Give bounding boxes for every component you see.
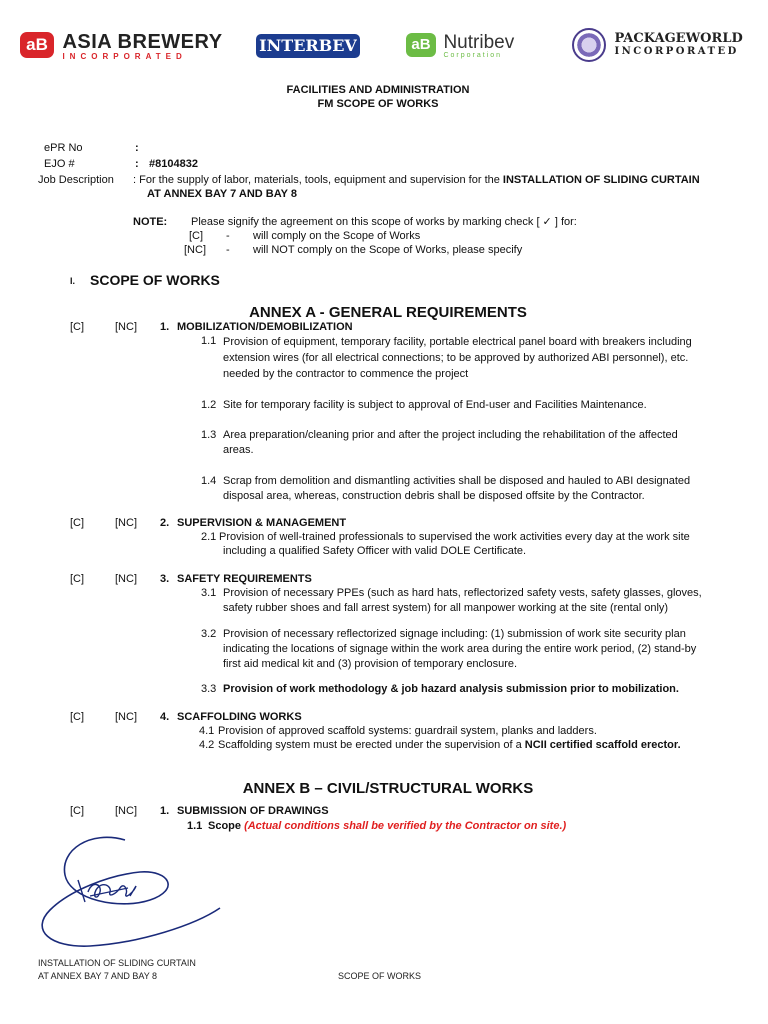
item-1-1-line: extension wires (for all electrical connections; to be approved by authorized ABI personnel), etc. [223,352,689,364]
nutribev-mark: aB [406,33,436,57]
annex-b-sub-text [208,819,566,834]
item-4-nc-mark: [NC] [115,711,137,723]
annex-b-sub-number: 1.1 [187,820,203,832]
annex-a-title: ANNEX A - GENERAL REQUIREMENTS [249,304,527,321]
item-1-2-number: 1.2 [201,399,217,411]
item-3-1-number: 3.1 [201,587,217,599]
item-3-nc-mark: [NC] [115,573,137,585]
item-1-1-line: needed by the contractor to commence the project [223,368,469,380]
item-1-3-text [223,428,678,458]
doc-title-line2: FM SCOPE OF WORKS [317,98,439,110]
job-description-bold1: INSTALLATION OF SLIDING CURTAIN [502,174,700,186]
note-nc-code: [NC] [184,244,206,256]
nutribev-logo [406,33,514,60]
item-3-2-line: first aid medical kit and (3) provision of temporary enclosure. [223,658,518,670]
job-description-label: Job Description [38,174,114,186]
item-1-1-text [223,334,692,382]
item-4-number: 4. [160,711,170,723]
item-4-2-text [218,738,681,753]
item-1-title: MOBILIZATION/DEMOBILIZATION [177,321,353,333]
asia-brewery-mark: aB [20,32,54,58]
item-3-1-line: safety rubber shoes and fall arrest system) for all manpower working at the site (rental only) [223,602,669,614]
asia-brewery-logo [20,32,223,64]
item-1-4-text [223,474,690,504]
item-4-1-number: 4.1 [199,725,215,737]
item-2-1-line1: Provision of well-trained professionals to supervised the work activities every day at the work site [219,531,690,543]
item-4-title: SCAFFOLDING WORKS [177,711,302,723]
item-3-3-text: Provision of work methodology & job hazard analysis submission prior to mobilization. [223,683,679,695]
item-3-number: 3. [160,573,170,585]
interbev-logo: INTERBEV [256,34,360,58]
item-4-c-mark: [C] [70,711,85,723]
item-2-1-number: 2.1 [201,531,217,543]
job-description-line2: AT ANNEX BAY 7 AND BAY 8 [147,188,297,200]
item-1-1-number: 1.1 [201,335,217,347]
nutribev-name: Nutribev [443,32,515,53]
item-1-3-number: 1.3 [201,429,217,441]
annex-b-item-title: SUBMISSION OF DRAWINGS [177,805,329,817]
note-label: NOTE: [133,216,168,228]
epr-label: ePR No [44,142,83,154]
ejo-colon: : [135,158,139,170]
item-1-c-mark: [C] [70,321,85,333]
item-3-2-line: indicating the locations of signage within the work area during the entire work period, (2) stand-by [223,643,697,655]
item-1-4-line: disposal area, whereas, construction debris shall be disposed offsite by the Contractor. [223,490,645,502]
item-4-2-bold: NCII certified scaffold erector. [524,739,681,751]
item-1-2-text: Site for temporary facility is subject to approval of End-user and Facilities Maintenance. [223,399,647,411]
item-2-1-line2: including a qualified Safety Officer with valid DOLE Certificate. [223,545,527,557]
item-2-c-mark: [C] [70,517,85,529]
item-3-1-line: Provision of necessary PPEs (such as hard hats, reflectorized safety vests, safety glasses, gloves, [223,587,702,599]
ejo-value: #8104832 [149,158,198,170]
item-1-4-line: Scrap from demolition and dismantling activities shall be disposed and hauled to ABI designated [223,475,691,487]
item-4-2-number: 4.2 [199,739,215,751]
item-1-4-number: 1.4 [201,475,217,487]
item-3-2-text [223,627,696,672]
item-3-c-mark: [C] [70,573,85,585]
item-1-3-line: Area preparation/cleaning prior and after the project including the rehabilitation of the affected [223,429,678,441]
footer-project-line2: AT ANNEX BAY 7 AND BAY 8 [38,971,158,981]
doc-title-line1: FACILITIES AND ADMINISTRATION [286,84,470,96]
note-nc-text: will NOT comply on the Scope of Works, please specify [253,244,523,256]
signature-icon [30,830,230,955]
annex-b-sub-note: (Actual conditions shall be verified by the Contractor on site.) [244,820,567,832]
packageworld-logo [572,28,743,62]
footer-doc-name: SCOPE OF WORKS [338,971,422,981]
job-description-line1 [133,173,700,188]
epr-colon: : [135,142,139,154]
annex-b-item-number: 1. [160,805,170,817]
item-4-2-plain: Scaffolding system must be erected under the supervision of a [218,739,525,751]
annex-b-title: ANNEX B – CIVIL/STRUCTURAL WORKS [242,780,534,797]
asia-brewery-name: ASIA BREWERY [62,31,223,53]
packageworld-seal-icon [572,28,606,62]
nutribev-sub: Corporation [443,52,503,59]
note-c-text: will comply on the Scope of Works [253,230,421,242]
note-nc-dash: - [226,244,230,256]
item-3-title: SAFETY REQUIREMENTS [177,573,312,585]
item-2-title: SUPERVISION & MANAGEMENT [177,517,347,529]
item-3-3-number: 3.3 [201,683,217,695]
item-1-number: 1. [160,321,170,333]
annex-b-nc-mark: [NC] [115,805,137,817]
footer-project-line1: INSTALLATION OF SLIDING CURTAIN [38,958,196,968]
item-3-2-line: Provision of necessary reflectorized signage including: (1) submission of work site security plan [223,628,686,640]
item-4-1-text: Provision of approved scaffold systems: guardrail system, planks and ladders. [218,725,597,737]
packageworld-name: PACKAGEWORLD [614,31,743,46]
section-number: I. [70,276,76,286]
packageworld-sub: INCORPORATED [614,46,739,57]
item-1-1-line: Provision of equipment, temporary facility, portable electrical panel board with breakers including [223,336,692,348]
item-1-3-line: areas. [223,444,254,456]
note-c-dash: - [226,230,230,242]
item-3-2-number: 3.2 [201,628,217,640]
job-description-prefix: : For the supply of labor, materials, tools, equipment and supervision for the [133,174,503,186]
section-title: SCOPE OF WORKS [90,272,220,288]
note-text: Please signify the agreement on this scope of works by marking check [ ✓ ] for: [191,216,577,228]
annex-b-c-mark: [C] [70,805,85,817]
item-1-nc-mark: [NC] [115,321,137,333]
annex-b-sub-label: Scope [208,820,242,832]
note-c-code: [C] [189,230,204,242]
asia-brewery-sub: INCORPORATED [62,52,187,61]
item-3-1-text [223,586,702,616]
item-2-number: 2. [160,517,170,529]
ejo-label: EJO # [44,158,75,170]
item-2-nc-mark: [NC] [115,517,137,529]
